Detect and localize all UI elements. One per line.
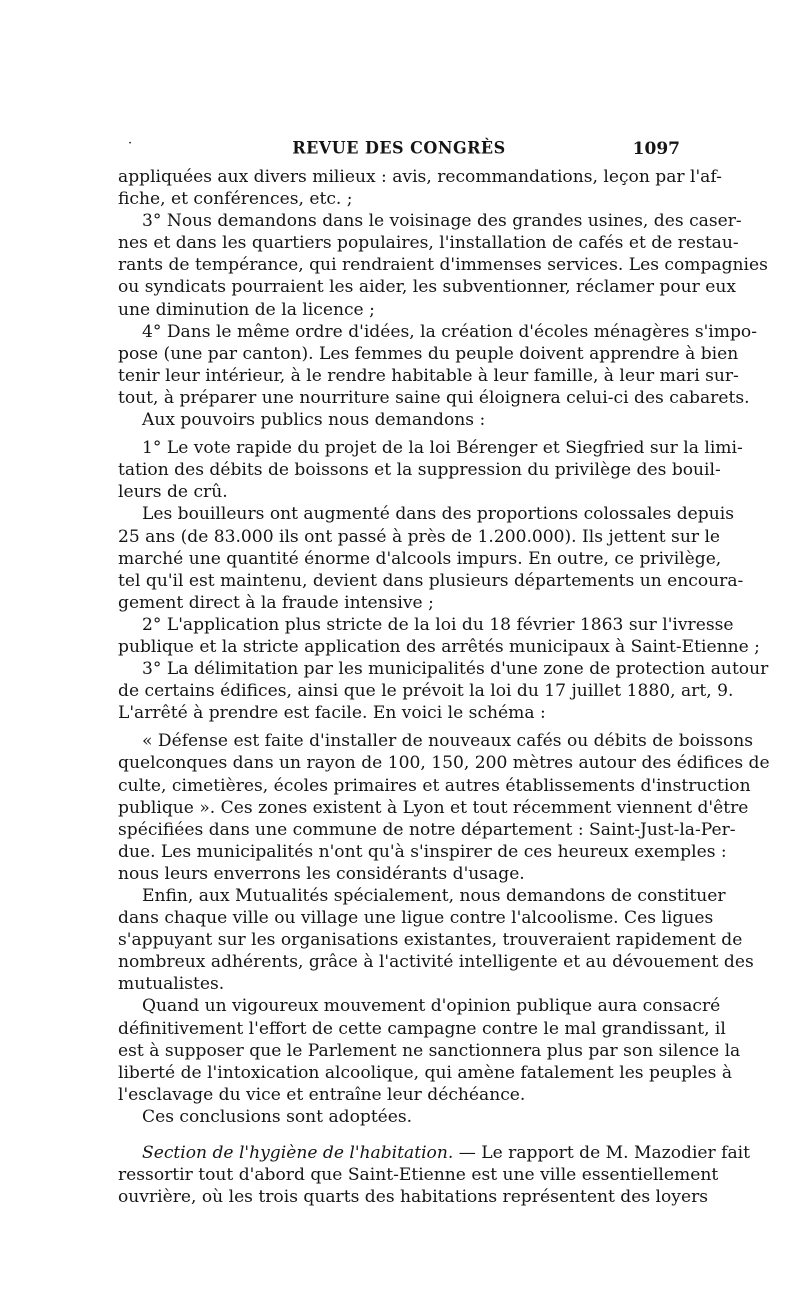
- text-line: l'esclavage du vice et entraîne leur déchéance.: [118, 1084, 526, 1105]
- text-line: une diminution de la licence ;: [118, 299, 375, 320]
- header-mark: ·: [128, 136, 133, 151]
- text-line: ouvrière, où les trois quarts des habitations représentent des loyers: [118, 1187, 709, 1208]
- section-first-line: [118, 1142, 750, 1164]
- text-line: tel qu'il est maintenu, devient dans plusieurs départements un encoura-: [118, 570, 744, 591]
- header-title: REVUE DES CONGRÈS: [292, 137, 506, 158]
- section-title: Section de l'hygiène de l'habitation.: [142, 1143, 454, 1164]
- text-line: rants de tempérance, qui rendraient d'immenses services. Les compagnies: [118, 255, 768, 276]
- text-line: due. Les municipalités n'ont qu'à s'inspirer de ces heureux exemples :: [118, 841, 727, 862]
- text-line: fiche, et conférences, etc. ;: [118, 189, 353, 210]
- text-line: mutualistes.: [118, 974, 225, 995]
- text-line: tenir leur intérieur, à le rendre habitable à leur famille, à leur mari sur-: [118, 365, 739, 386]
- text-line: 3° La délimitation par les municipalités d'une zone de protection autour: [142, 659, 769, 680]
- text-line: publique ». Ces zones existent à Lyon et tout récemment viennent d'être: [118, 797, 749, 818]
- section-first-line-text: — Le rapport de M. Mazodier fait: [453, 1143, 750, 1164]
- text-line: publique et la stricte application des arrêtés municipaux à Saint-Etienne ;: [118, 636, 760, 657]
- text-line: gement direct à la fraude intensive ;: [118, 592, 434, 613]
- page-number: 1097: [632, 139, 680, 159]
- body-text: [118, 166, 770, 1208]
- text-line: Enfin, aux Mutualités spécialement, nous demandons de constituer: [142, 886, 726, 906]
- text-line: liberté de l'intoxication alcoolique, qui amène fatalement les peuples à: [118, 1062, 733, 1083]
- text-line: nombreux adhérents, grâce à l'activité intelligente et au dévouement des: [118, 952, 754, 973]
- text-line: nes et dans les quartiers populaires, l'installation de cafés et de restau-: [118, 233, 739, 254]
- text-line: de certains édifices, ainsi que le prévoit la loi du 17 juillet 1880, art, 9.: [118, 681, 734, 702]
- text-line: Ces conclusions sont adoptées.: [142, 1106, 413, 1127]
- text-line: 3° Nous demandons dans le voisinage des grandes usines, des caser-: [142, 211, 742, 232]
- text-line: dans chaque ville ou village une ligue contre l'alcoolisme. Ces ligues: [118, 908, 714, 929]
- text-line: leurs de crû.: [118, 482, 228, 503]
- text-line: nous leurs enverrons les considérants d'usage.: [118, 863, 525, 884]
- text-line: est à supposer que le Parlement ne sanctionnera plus par son silence la: [118, 1040, 741, 1061]
- text-line: spécifiées dans une commune de notre département : Saint-Just-la-Per-: [118, 819, 736, 840]
- text-line: appliquées aux divers milieux : avis, recommandations, leçon par l'af-: [118, 167, 722, 187]
- text-line: marché une quantité énorme d'alcools impurs. En outre, ce privilège,: [118, 548, 722, 569]
- text-line: ressortir tout d'abord que Saint-Etienne est une ville essentiellement: [118, 1165, 719, 1186]
- text-line: Aux pouvoirs publics nous demandons :: [142, 410, 486, 431]
- text-line: 4° Dans le même ordre d'idées, la création d'écoles ménagères s'impo-: [142, 321, 757, 342]
- text-line: quelconques dans un rayon de 100, 150, 200 mètres autour des édifices de: [118, 753, 770, 774]
- text-line: Les bouilleurs ont augmenté dans des proportions colossales depuis: [142, 504, 734, 525]
- text-line: tation des débits de boissons et la suppression du privilège des bouil-: [118, 460, 721, 481]
- text-line: Quand un vigoureux mouvement d'opinion publique aura consacré: [142, 996, 721, 1017]
- text-line: L'arrêté à prendre est facile. En voici le schéma :: [118, 703, 546, 724]
- text-line: « Défense est faite d'installer de nouveaux cafés ou débits de boissons: [142, 731, 754, 752]
- text-line: définitivement l'effort de cette campagne contre le mal grandissant, il: [118, 1018, 726, 1039]
- text-line: ou syndicats pourraient les aider, les subventionner, réclamer pour eux: [118, 277, 737, 298]
- running-header: [118, 132, 680, 162]
- text-line: culte, cimetières, écoles primaires et autres établissements d'instruction: [118, 775, 751, 796]
- text-line: 25 ans (de 83.000 ils ont passé à près de 1.200.000). Ils jettent sur le: [118, 526, 721, 547]
- text-line: tout, à préparer une nourriture saine qui éloignera celui-ci des cabarets.: [118, 387, 750, 408]
- text-line: pose (une par canton). Les femmes du peuple doivent apprendre à bien: [118, 343, 739, 364]
- text-line: s'appuyant sur les organisations existantes, trouveraient rapidement de: [118, 930, 743, 951]
- text-line: 1° Le vote rapide du projet de la loi Bérenger et Siegfried sur la limi-: [142, 438, 743, 459]
- text-line: 2° L'application plus stricte de la loi du 18 février 1863 sur l'ivresse: [142, 614, 734, 635]
